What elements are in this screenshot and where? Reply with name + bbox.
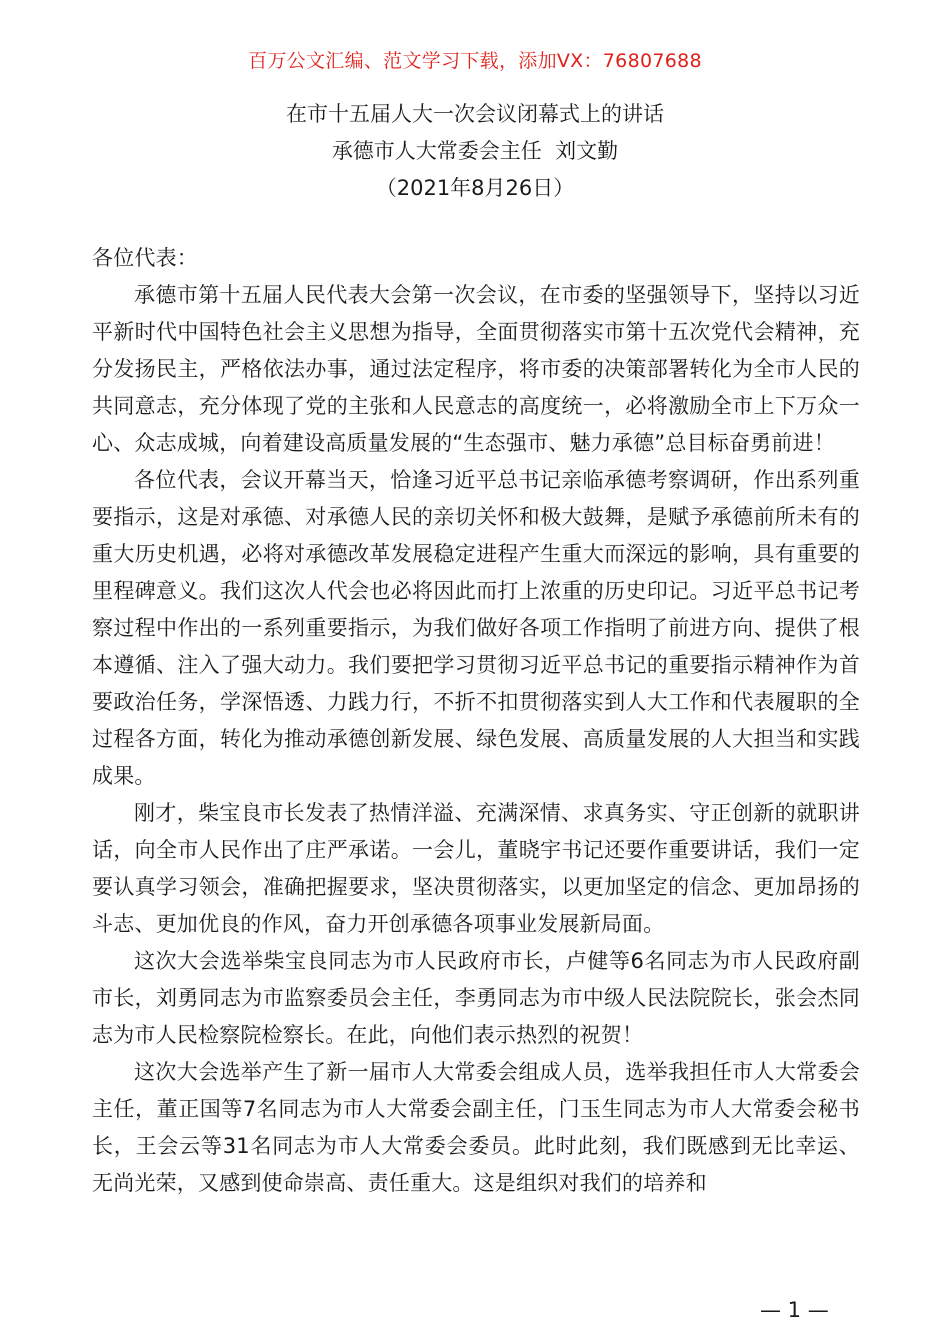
document-author: 承德市人大常委会主任 刘文勤 xyxy=(331,139,619,163)
paragraph: 承德市第十五届人民代表大会第一次会议，在市委的坚强领导下，坚持以习近平新时代中国特色社会主义思想为指导，全面贯彻落实市第十五次党代会精神，充分发扬民主，严格依法办事，通过法定程序，将市委的决策部署转化为全市人民的共同意志，充分体现了党的主张和人民意志的高度统一，必将激励全市上下万众一心、众志成城，向着建设高质量发展的“生态强市、魅力承德”总目标奋勇前进！ xyxy=(92,283,860,455)
paragraph: 刚才，柴宝良市长发表了热情洋溢、充满深情、求真务实、守正创新的就职讲话，向全市人民作出了庄严承诺。一会儿，董晓宇书记还要作重要讲话，我们一定要认真学习领会，准确把握要求，坚决贯彻落实，以更加坚定的信念、更加昂扬的斗志、更加优良的作风，奋力开创承德各项事业发展新局面。 xyxy=(92,801,860,936)
watermark-banner: 百万公文汇编、范文学习下载，添加VX：76807688 xyxy=(248,50,702,72)
page-number: — 1 — xyxy=(760,1298,829,1322)
document-header xyxy=(0,96,950,207)
document-body xyxy=(92,240,860,1202)
document-title: 在市十五届人大一次会议闭幕式上的讲话 xyxy=(286,102,664,126)
paragraph: 这次大会选举柴宝良同志为市人民政府市长，卢健等6名同志为市人民政府副市长，刘勇同志为市监察委员会主任，李勇同志为市中级人民法院院长，张会杰同志为市人民检察院检察长。在此，向他们表示热烈的祝贺！ xyxy=(92,949,860,1047)
document-date: （2021年8月26日） xyxy=(375,176,575,200)
paragraph: 各位代表，会议开幕当天，恰逢习近平总书记亲临承德考察调研，作出系列重要指示，这是对承德、对承德人民的亲切关怀和极大鼓舞，是赋予承德前所未有的重大历史机遇，必将对承德改革发展稳定进程产生重大而深远的影响，具有重要的里程碑意义。我们这次人代会也必将因此而打上浓重的历史印记。习近平总书记考察过程中作出的一系列重要指示，为我们做好各项工作指明了前进方向、提供了根本遵循、注入了强大动力。我们要把学习贯彻习近平总书记的重要指示精神作为首要政治任务，学深悟透、力践力行，不折不扣贯彻落实到人大工作和代表履职的全过程各方面，转化为推动承德创新发展、绿色发展、高质量发展的人大担当和实践成果。 xyxy=(92,468,860,788)
salutation: 各位代表： xyxy=(92,246,198,270)
paragraph: 这次大会选举产生了新一届市人大常委会组成人员，选举我担任市人大常委会主任，董正国等7名同志为市人大常委会副主任，门玉生同志为市人大常委会秘书长，王会云等31名同志为市人大常委会委员。此时此刻，我们既感到无比幸运、无尚光荣，又感到使命崇高、责任重大。这是组织对我们的培养和 xyxy=(92,1060,860,1195)
